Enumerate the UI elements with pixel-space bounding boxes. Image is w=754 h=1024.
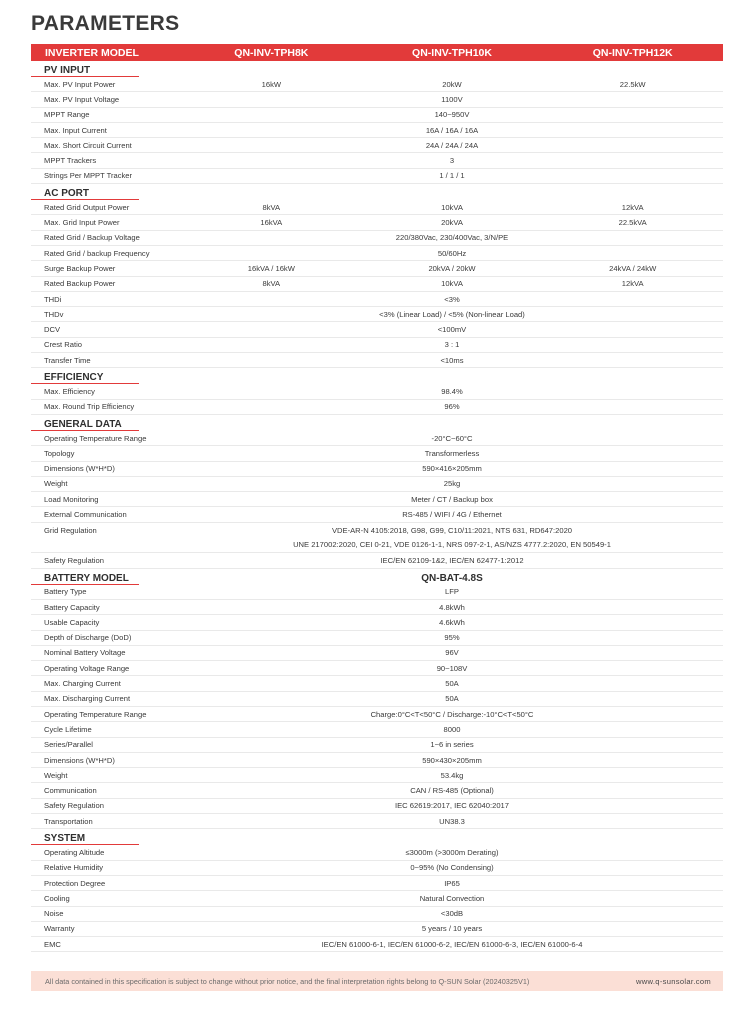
row-value: <100mV xyxy=(437,325,467,335)
row-label: Cooling xyxy=(44,893,70,903)
row-label: Max. Grid Input Power xyxy=(44,218,120,228)
table-row xyxy=(31,153,723,168)
row-value: 16kW xyxy=(261,79,282,89)
section-title: EFFICIENCY xyxy=(44,372,104,384)
row-value: 8kVA xyxy=(262,202,281,212)
table-row xyxy=(31,738,723,753)
table-row xyxy=(31,92,723,107)
row-label: Surge Backup Power xyxy=(44,263,116,273)
table-row xyxy=(31,431,723,446)
footer xyxy=(31,971,723,991)
table-row xyxy=(31,307,723,322)
row-label: Max. Input Current xyxy=(44,125,107,135)
row-value: CAN / RS-485 (Optional) xyxy=(410,786,494,796)
table-row xyxy=(31,600,723,615)
table-row xyxy=(31,861,723,876)
row-value: 4.6kWh xyxy=(439,617,465,627)
row-value: <30dB xyxy=(440,909,464,919)
table-row xyxy=(31,891,723,906)
row-value: 24kVA / 24kW xyxy=(609,263,657,273)
row-label: MPPT Trackers xyxy=(44,156,97,166)
row-label: Cycle Lifetime xyxy=(44,724,92,734)
row-value: 12kVA xyxy=(621,202,644,212)
table-row xyxy=(31,692,723,707)
row-label: Rated Grid / Backup Voltage xyxy=(44,233,140,243)
row-value: 96V xyxy=(445,648,459,658)
table-row xyxy=(31,231,723,246)
row-label: MPPT Range xyxy=(44,110,90,120)
row-value: 4.8kWh xyxy=(439,602,465,612)
section-underline xyxy=(31,383,139,384)
row-value: 20kW xyxy=(442,79,462,89)
row-value: -20°C~60°C xyxy=(431,433,473,443)
table-row xyxy=(31,215,723,230)
section-title: GENERAL DATA xyxy=(44,418,122,430)
row-value: 10kVA xyxy=(441,202,463,212)
row-value: 50/60Hz xyxy=(437,248,467,258)
row-value: 22.5kW xyxy=(619,79,646,89)
table-row xyxy=(31,338,723,353)
row-value: 590×430×205mm xyxy=(422,755,482,765)
section-underline xyxy=(31,584,139,585)
row-label: Usable Capacity xyxy=(44,617,100,627)
table-row xyxy=(31,507,723,522)
row-value: 25kg xyxy=(443,479,461,489)
section-general xyxy=(31,415,723,431)
table-row xyxy=(31,169,723,184)
page-title: PARAMETERS xyxy=(31,12,180,35)
row-label: Warranty xyxy=(44,924,75,934)
table-row xyxy=(31,876,723,891)
table-row xyxy=(31,261,723,276)
row-value: 50A xyxy=(445,694,459,704)
section-ac_port xyxy=(31,184,723,200)
row-label: Protection Degree xyxy=(44,878,106,888)
row-value: RS-485 / WIFI / 4G / Ethernet xyxy=(402,510,502,520)
row-label: Transfer Time xyxy=(44,355,91,365)
row-label: Series/Parallel xyxy=(44,740,93,750)
section-title: PV INPUT xyxy=(44,65,91,76)
row-value: IP65 xyxy=(444,878,460,888)
row-label: Load Monitoring xyxy=(44,494,99,504)
row-label: Max. Charging Current xyxy=(44,679,121,689)
row-value: 590×416×205mm xyxy=(422,464,482,474)
table-row xyxy=(31,646,723,661)
row-label: Max. PV Input Power xyxy=(44,79,116,89)
row-value: 3 : 1 xyxy=(444,340,460,350)
row-value: 3 xyxy=(449,156,455,166)
header-model-2: QN-INV-TPH10K xyxy=(412,46,492,59)
table-row xyxy=(31,783,723,798)
table-row xyxy=(31,814,723,829)
table-row xyxy=(31,676,723,691)
table-row xyxy=(31,200,723,215)
row-value: 96% xyxy=(444,402,460,412)
row-label: Noise xyxy=(44,909,64,919)
row-label: Operating Altitude xyxy=(44,848,105,857)
row-label: THDi xyxy=(44,294,62,304)
table-row xyxy=(31,753,723,768)
row-value: UNE 217002:2020, CEI 0-21, VDE 0126-1-1, NRS 097-2-1, AS/NZS 4777.2:2020, EN 50549-1 xyxy=(293,540,611,550)
battery-model-name: QN-BAT-4.8S xyxy=(421,572,483,584)
row-value: 1 / 1 / 1 xyxy=(439,171,465,181)
row-value: UN38.3 xyxy=(439,816,465,826)
row-value: 220/380Vac, 230/400Vac, 3/N/PE xyxy=(395,233,509,243)
section-title: AC PORT xyxy=(44,188,89,200)
row-value: LFP xyxy=(445,587,459,597)
row-value: 98.4% xyxy=(441,386,463,396)
row-label: Communication xyxy=(44,786,97,796)
row-label: Weight xyxy=(44,479,68,489)
row-label: Nominal Battery Voltage xyxy=(44,648,126,658)
table-row xyxy=(31,108,723,123)
table-row xyxy=(31,462,723,477)
table-row xyxy=(31,907,723,922)
section-pv_input xyxy=(31,61,723,77)
row-label: Dimensions (W*H*D) xyxy=(44,464,115,474)
table-row xyxy=(31,523,723,554)
section-system xyxy=(31,829,723,845)
table-row xyxy=(31,123,723,138)
table-row xyxy=(31,922,723,937)
row-value: 20kVA xyxy=(441,218,463,228)
table-row xyxy=(31,277,723,292)
row-value: Charge:0°C<T<50°C / Discharge:-10°C<T<50°C xyxy=(370,709,534,719)
row-value: 10kVA xyxy=(441,279,463,289)
table-row xyxy=(31,77,723,92)
table-row xyxy=(31,138,723,153)
row-value: Natural Convection xyxy=(419,893,485,903)
row-value: 140~950V xyxy=(434,110,470,120)
table-row xyxy=(31,631,723,646)
section-title: BATTERY MODEL xyxy=(44,572,129,584)
row-label: Operating Voltage Range xyxy=(44,663,130,673)
table-row xyxy=(31,722,723,737)
row-value: IEC/EN 61000-6-1, IEC/EN 61000-6-2, IEC/EN 61000-6-3, IEC/EN 61000-6-4 xyxy=(321,939,583,949)
table-row xyxy=(31,477,723,492)
row-value: 12kVA xyxy=(621,279,644,289)
row-label: Depth of Discharge (DoD) xyxy=(44,633,132,643)
row-value: 22.5kVA xyxy=(618,218,647,228)
section-title: SYSTEM xyxy=(44,833,86,845)
row-value: 0~95% (No Condensing) xyxy=(410,863,494,873)
row-label: Max. Round Trip Efficiency xyxy=(44,402,135,412)
row-value: Transformerless xyxy=(424,448,480,458)
row-label: Rated Backup Power xyxy=(44,279,116,289)
footer-website[interactable]: www.q-sunsolar.com xyxy=(635,976,711,986)
row-value: 8000 xyxy=(443,724,461,734)
row-value: 16kVA xyxy=(260,218,283,228)
section-efficiency xyxy=(31,368,723,384)
row-label: Rated Grid Output Power xyxy=(44,202,130,212)
section-underline xyxy=(31,199,139,200)
row-label: Crest Ratio xyxy=(44,340,82,350)
row-value: VDE-AR-N 4105:2018, G98, G99, C10/11:2021, NTS 631, RD647:2020 xyxy=(331,525,573,535)
row-value: IEC/EN 62109-1&2, IEC/EN 62477-1:2012 xyxy=(380,555,524,565)
row-value: IEC 62619:2017, IEC 62040:2017 xyxy=(395,801,509,811)
row-label: Dimensions (W*H*D) xyxy=(44,755,115,765)
table-row xyxy=(31,446,723,461)
row-value: <3% (Linear Load) / <5% (Non-linear Load) xyxy=(379,309,525,319)
row-value: 90~108V xyxy=(436,663,468,673)
row-value: 53.4kg xyxy=(440,770,464,780)
row-label: Topology xyxy=(44,448,75,458)
row-value: 95% xyxy=(444,633,460,643)
row-value-stack xyxy=(181,523,723,553)
row-label: Rated Grid / backup Frequency xyxy=(44,248,150,258)
row-label: THDv xyxy=(44,309,64,319)
row-value: 5 years / 10 years xyxy=(421,924,483,934)
row-value: 50A xyxy=(445,679,459,689)
table-row xyxy=(31,246,723,261)
section-underline xyxy=(31,76,139,77)
row-value: 16kVA / 16kW xyxy=(247,263,295,273)
table-row xyxy=(31,615,723,630)
section-underline xyxy=(31,844,139,845)
section-battery xyxy=(31,569,723,585)
row-value: 1100V xyxy=(441,94,463,104)
row-value: 20kVA / 20kW xyxy=(428,263,476,273)
row-label: Max. Discharging Current xyxy=(44,694,131,704)
row-value: ≤3000m (>3000m Derating) xyxy=(405,848,499,857)
table-row xyxy=(31,292,723,307)
row-label: Weight xyxy=(44,770,68,780)
row-label: DCV xyxy=(44,325,61,335)
row-value: 16A / 16A / 16A xyxy=(425,125,479,135)
table-row xyxy=(31,384,723,399)
table-row xyxy=(31,585,723,600)
table-row xyxy=(31,322,723,337)
table-row xyxy=(31,553,723,568)
spec-table xyxy=(31,44,723,952)
row-value: 8kVA xyxy=(262,279,281,289)
table-row xyxy=(31,937,723,952)
header-label: INVERTER MODEL xyxy=(45,46,139,59)
table-header xyxy=(31,44,723,61)
row-value: 1~6 in series xyxy=(430,740,474,750)
section-underline xyxy=(31,430,139,431)
table-row xyxy=(31,768,723,783)
footer-disclaimer: All data contained in this specification is subject to change without prior notice, and the final interpretation rights belong to Q-SUN Solar (20240325V1) xyxy=(45,976,530,986)
row-label: Transportation xyxy=(44,816,93,826)
row-label: Safety Regulation xyxy=(44,801,104,811)
row-label: Strings Per MPPT Tracker xyxy=(44,171,133,181)
row-label: Operating Temperature Range xyxy=(44,709,147,719)
row-label: Battery Type xyxy=(44,587,87,597)
row-label: Max. PV Input Voltage xyxy=(44,94,120,104)
row-label: Battery Capacity xyxy=(44,602,100,612)
row-label: Relative Humidity xyxy=(44,863,104,873)
row-label: Max. Short Circuit Current xyxy=(44,140,132,150)
row-label: Operating Temperature Range xyxy=(44,433,147,443)
header-model-3: QN-INV-TPH12K xyxy=(592,46,673,59)
row-label: External Communication xyxy=(44,510,127,520)
table-row xyxy=(31,400,723,415)
row-value: Meter / CT / Backup box xyxy=(411,494,493,504)
row-label: Safety Regulation xyxy=(44,555,104,565)
table-row xyxy=(31,353,723,368)
row-label: EMC xyxy=(44,939,61,949)
table-row xyxy=(31,492,723,507)
table-row xyxy=(31,661,723,676)
row-value: <10ms xyxy=(440,355,464,365)
table-row xyxy=(31,707,723,722)
row-label: Grid Regulation xyxy=(44,525,97,535)
table-row xyxy=(31,845,723,860)
table-row xyxy=(31,799,723,814)
row-value: <3% xyxy=(444,294,460,304)
row-value: 24A / 24A / 24A xyxy=(425,140,479,150)
row-label: Max. Efficiency xyxy=(44,386,95,396)
header-model-1: QN-INV-TPH8K xyxy=(234,46,309,59)
